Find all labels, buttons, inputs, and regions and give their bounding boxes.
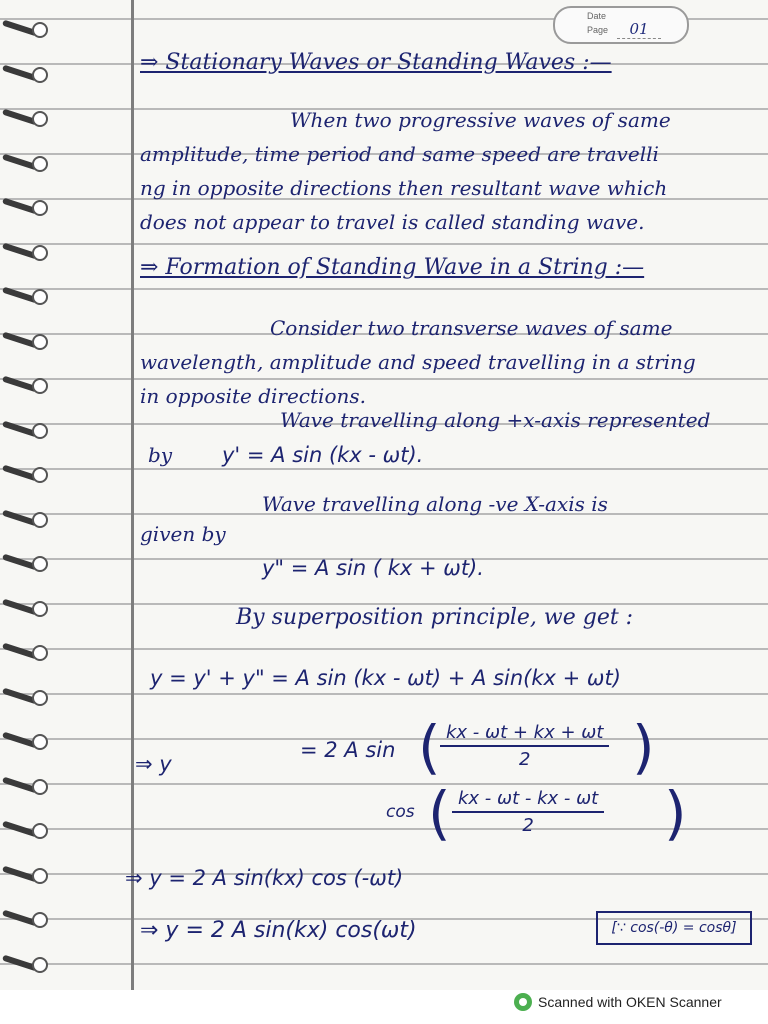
cos-identity-box: [∵ cos(-θ) = cosθ] <box>596 911 752 945</box>
para2-line2: wavelength, amplitude and speed travelling in a string <box>140 350 696 374</box>
equation3-cos: cos <box>386 802 415 822</box>
para1-line4: does not appear to travel is called standing wave. <box>140 210 645 234</box>
date-label: Date <box>587 11 607 21</box>
spiral-ring <box>0 819 46 839</box>
spiral-ring <box>0 241 46 261</box>
spiral-ring <box>0 864 46 884</box>
equation2-open-paren: ( <box>418 713 441 781</box>
scanner-footer-text: Scanned with OKEN Scanner <box>538 994 722 1010</box>
wave1-equation: y' = A sin (kx - ωt). <box>222 443 424 467</box>
spiral-ring <box>0 18 46 38</box>
equation2-denominator: 2 <box>518 749 531 770</box>
wave1-by: by <box>148 443 173 467</box>
spiral-ring <box>0 285 46 305</box>
equation2-mid: = 2 A sin <box>300 738 396 762</box>
page-number: 01 <box>617 20 661 39</box>
spiral-ring <box>0 508 46 528</box>
spiral-ring <box>0 730 46 750</box>
equation2-fraction <box>440 722 609 770</box>
margin-line <box>131 0 134 990</box>
equation4: ⇒ y = 2 A sin(kx) cos (-ωt) <box>125 866 404 890</box>
spiral-ring <box>0 196 46 216</box>
para1-line3: ng in opposite directions then resultant wave which <box>140 176 668 200</box>
page-label: Page <box>587 25 609 35</box>
para1-line1: When two progressive waves of same <box>290 108 671 132</box>
equation2-lhs: ⇒ y <box>135 752 172 776</box>
equation3-numerator: kx - ωt - kx - ωt <box>452 788 604 813</box>
heading-formation: ⇒ Formation of Standing Wave in a String :— <box>140 255 645 280</box>
equation3-denominator: 2 <box>522 815 534 836</box>
spiral-ring <box>0 552 46 572</box>
superposition-statement: By superposition principle, we get : <box>236 605 634 630</box>
spiral-ring <box>0 107 46 127</box>
spiral-ring <box>0 152 46 172</box>
para1-line2: amplitude, time period and same speed are travelli <box>140 142 659 166</box>
equation-sum: y = y' + y" = A sin (kx - ωt) + A sin(kx + ωt) <box>150 666 621 690</box>
spiral-ring <box>0 597 46 617</box>
heading-stationary-waves: ⇒ Stationary Waves or Standing Waves :— <box>140 50 612 75</box>
equation3-open-paren: ( <box>428 779 451 847</box>
scanner-footer <box>514 991 722 1013</box>
para2-line1: Consider two transverse waves of same <box>270 316 673 340</box>
spiral-ring <box>0 686 46 706</box>
spiral-ring <box>0 775 46 795</box>
spiral-ring <box>0 374 46 394</box>
spiral-ring <box>0 953 46 973</box>
spiral-ring <box>0 63 46 83</box>
wave2-intro: Wave travelling along -ve X-axis is <box>262 492 608 516</box>
spiral-ring <box>0 330 46 350</box>
equation2-numerator: kx - ωt + kx + ωt <box>440 722 609 747</box>
scanner-logo-icon <box>514 993 532 1011</box>
spiral-ring <box>0 419 46 439</box>
para2-line3: in opposite directions. <box>140 384 366 408</box>
wave2-given-by: given by <box>140 522 226 546</box>
spiral-ring <box>0 641 46 661</box>
wave2-equation: y" = A sin ( kx + ωt). <box>262 556 484 580</box>
date-page-stamp <box>553 6 689 44</box>
equation5: ⇒ y = 2 A sin(kx) cos(ωt) <box>140 918 417 943</box>
wave1-intro: Wave travelling along +x-axis represented <box>280 408 711 432</box>
equation2-close-paren: ) <box>632 713 655 781</box>
spiral-ring <box>0 908 46 928</box>
spiral-ring <box>0 463 46 483</box>
equation3-fraction <box>452 788 604 836</box>
equation3-close-paren: ) <box>664 779 687 847</box>
